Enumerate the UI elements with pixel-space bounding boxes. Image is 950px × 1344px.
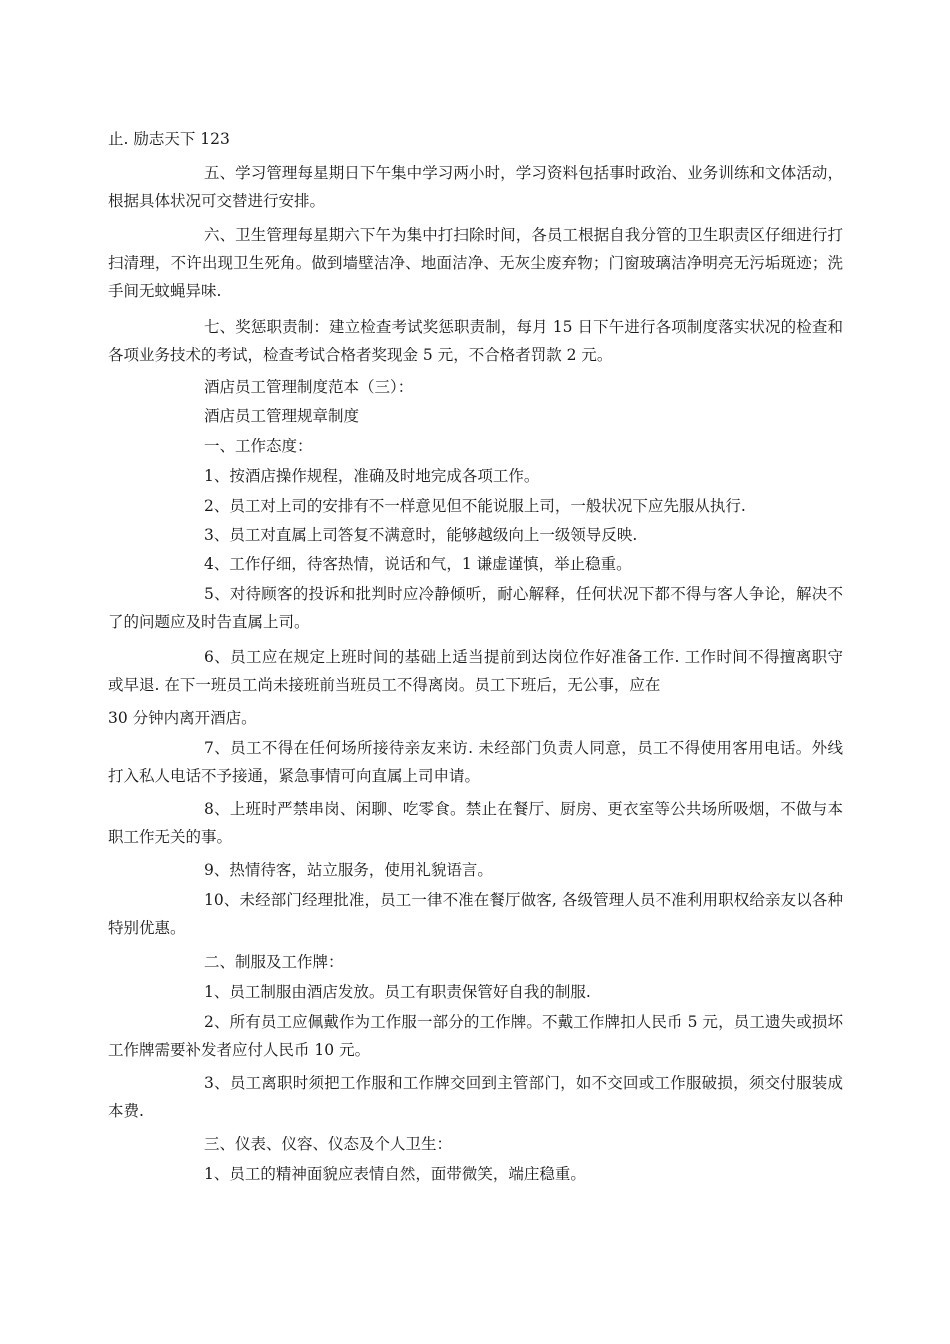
paragraph: 五、学习管理每星期日下午集中学习两小时，学习资料包括事时政治、业务训练和文体活动，根据具体状况可交替进行安排。 (108, 164, 843, 210)
paragraph: 4、工作仔细，待客热情，说话和气，1 谦虚谨慎，举止稳重。 (204, 555, 632, 573)
paragraph: 3、员工对直属上司答复不满意时，能够越级向上一级领导反映. (204, 526, 638, 544)
paragraph: 1、按酒店操作规程，准确及时地完成各项工作。 (204, 467, 540, 485)
paragraph: 7、员工不得在任何场所接待亲友来访. 未经部门负责人同意，员工不得使用客用电话。外线打入私人电话不予接通，紧急事情可向直属上司申请。 (108, 739, 843, 785)
paragraph: 6、员工应在规定上班时间的基础上适当提前到达岗位作好准备工作. 工作时间不得擅离职守或早退. 在下一班员工尚未接班前当班员工不得离岗。员工下班后，无公事，应在 (108, 648, 843, 694)
paragraph: 七、奖惩职责制：建立检查考试奖惩职责制，每月 15 日下午进行各项制度落实状况的检查和各项业务技术的考试，检查考试合格者奖现金 5 元，不合格者罚款 2 元。 (108, 318, 843, 364)
paragraph: 六、卫生管理每星期六下午为集中打扫除时间，各员工根据自我分管的卫生职责区仔细进行打扫清理，不许出现卫生死角。做到墙壁洁净、地面洁净、无灰尘废弃物；门窗玻璃洁净明亮无污垢斑迹；洗手间无蚊蝇异味. (108, 226, 843, 300)
section-heading: 二、制服及工作牌： (204, 953, 344, 971)
paragraph: 止. 励志天下 123 (108, 130, 230, 148)
paragraph: 30 分钟内离开酒店。 (108, 709, 257, 727)
paragraph: 1、员工的精神面貌应表情自然，面带微笑，端庄稳重。 (204, 1165, 586, 1183)
paragraph: 酒店员工管理规章制度 (204, 407, 360, 425)
paragraph: 9、热情待客，站立服务，使用礼貌语言。 (204, 861, 493, 879)
paragraph: 3、员工离职时须把工作服和工作牌交回到主管部门，如不交回或工作服破损，须交付服装成本费. (108, 1074, 843, 1120)
section-heading: 一、工作态度： (204, 437, 313, 455)
paragraph: 10、未经部门经理批准，员工一律不准在餐厅做客, 各级管理人员不准利用职权给亲友以各种特别优惠。 (108, 891, 843, 937)
paragraph: 1、员工制服由酒店发放。员工有职责保管好自我的制服. (204, 983, 591, 1001)
paragraph: 8、上班时严禁串岗、闲聊、吃零食。禁止在餐厅、厨房、更衣室等公共场所吸烟，不做与本职工作无关的事。 (108, 800, 843, 846)
section-heading: 三、仪表、仪容、仪态及个人卫生： (204, 1135, 453, 1153)
paragraph: 5、对待顾客的投诉和批判时应冷静倾听，耐心解释，任何状况下都不得与客人争论，解决不了的问题应及时告直属上司。 (108, 585, 843, 631)
paragraph: 2、员工对上司的安排有不一样意见但不能说服上司，一般状况下应先服从执行. (204, 497, 746, 515)
paragraph: 2、所有员工应佩戴作为工作服一部分的工作牌。不戴工作牌扣人民币 5 元，员工遗失或损坏工作牌需要补发者应付人民币 10 元。 (108, 1013, 843, 1059)
paragraph: 酒店员工管理制度范本（三）： (204, 378, 414, 396)
